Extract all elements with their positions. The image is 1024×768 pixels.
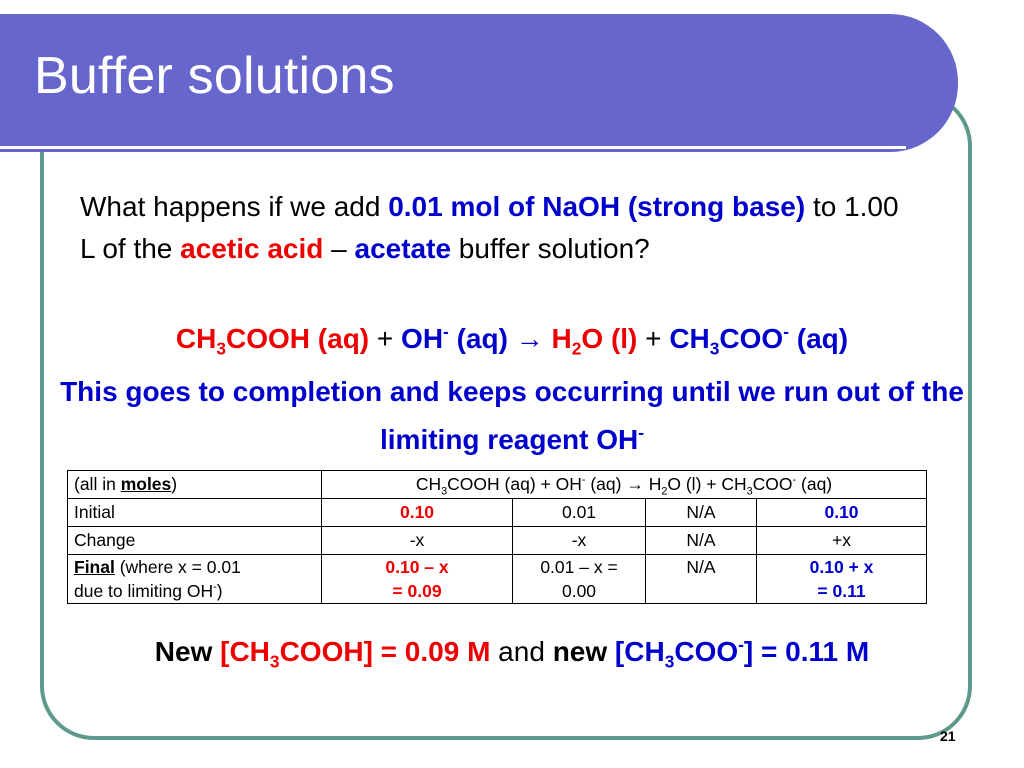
conclusion-superscript: - [738,634,744,655]
table-row-initial [68,499,927,527]
cell-text: 0.01 – x = [540,557,618,577]
conclusion [0,632,1024,672]
table-row-change [68,527,927,555]
cell-text: O (l) + CH [667,474,747,494]
cell-acetate: +x [757,527,927,555]
completion-charge: - [638,422,645,443]
eq-text: O (l) [581,323,638,354]
completion-statement [60,368,964,464]
eq-superscript: - [443,321,449,342]
eq-text: COO [719,323,784,354]
cell-text: due to limiting OH [74,581,214,601]
cell-text: 0.10 – x [385,557,449,577]
eq-arrow: → [507,323,552,354]
conclusion-subscript: 3 [664,651,675,672]
eq-text: H [551,323,572,354]
question-part: buffer solution? [451,233,650,264]
cell-text: CH [415,474,442,494]
header-label-cell [68,471,322,499]
conclusion-acid-concentration [220,636,491,672]
eq-superscript: - [783,321,789,342]
eq-text: OH [401,323,444,354]
slide-title: Buffer solutions [34,47,395,105]
cell-text: ) [171,474,178,494]
cell-text: 0.00 [561,581,597,601]
cell-text: (where x = 0.01 [114,557,241,577]
cell-water: N/A [646,527,757,555]
reactant-hydroxide [401,323,508,354]
eq-text: COOH (aq) [226,323,370,354]
eq-plus: + [637,323,670,354]
eq-plus: + [369,323,402,354]
completion-text: This goes to completion and keeps occurring until we run out of the limiting reagent OH [60,376,964,455]
eq-subscript: 3 [216,338,227,359]
question-part: to 1.00 L of the [80,191,899,264]
cell-text: (aq) → H [585,474,662,494]
reaction-equation [0,321,1024,359]
product-water [551,323,638,359]
conclusion-text: ] = 0.11 M [743,636,870,667]
cell-text: moles [120,474,172,494]
cell-superscript: - [213,581,217,594]
cell-acid [322,555,513,604]
cell-superscript: - [792,474,797,487]
page-number: 21 [940,728,956,744]
table-header-row [68,471,927,499]
conclusion-text: [CH [614,636,665,667]
cell-text: COO [752,474,793,494]
cell-acetate: 0.10 [757,499,927,527]
cell-hydroxide [513,555,646,604]
cell-water: N/A [646,499,757,527]
row-label: Change [68,527,322,555]
cell-acid: 0.10 [322,499,513,527]
cell-text: 0.10 + x [809,557,874,577]
question-acetate: acetate [354,233,452,264]
cell-superscript: - [581,474,586,487]
table-row-final [68,555,927,604]
cell-text: = 0.11 [817,581,866,601]
question-part: – [323,233,355,264]
question-naoh: 0.01 mol of NaOH (strong base) [388,191,806,222]
cell-text: (aq) [796,474,833,494]
eq-text: (aq) [788,323,849,354]
cell-text: = 0.09 [392,581,442,601]
question-part: What happens if we add [80,191,389,222]
header-reaction-cell [322,471,927,499]
cell-water: N/A [646,555,757,604]
moles-table [67,470,927,604]
row-label: Initial [68,499,322,527]
conclusion-new: New [154,636,221,667]
cell-acetate [757,555,927,604]
cell-text: Final [74,557,115,577]
cell-hydroxide: -x [513,527,646,555]
conclusion-text: COOH] = 0.09 M [279,636,491,667]
row-label [68,555,322,604]
conclusion-text: [CH [220,636,270,667]
conclusion-new: new [552,636,615,667]
cell-text: COOH (aq) + OH [447,474,582,494]
conclusion-text: COO [674,636,739,667]
eq-text: (aq) [448,323,508,354]
cell-text: (all in [74,474,121,494]
eq-text: CH [669,323,710,354]
product-acetate [669,321,849,359]
cell-acid: -x [322,527,513,555]
reactant-acetic-acid [175,323,370,359]
cell-text: ) [216,581,223,601]
conclusion-subscript: 3 [269,651,280,672]
cell-subscript: 3 [746,485,753,498]
cell-hydroxide: 0.01 [513,499,646,527]
title-underline [0,146,906,149]
conclusion-and: and [490,636,553,667]
conclusion-acetate-concentration [614,634,870,672]
eq-subscript: 2 [571,338,582,359]
cell-subscript: 3 [441,485,448,498]
eq-text: CH [175,323,217,354]
eq-subscript: 3 [709,338,720,359]
question-text [80,186,910,270]
question-acetic-acid: acetic acid [180,233,324,264]
cell-subscript: 2 [661,485,668,498]
